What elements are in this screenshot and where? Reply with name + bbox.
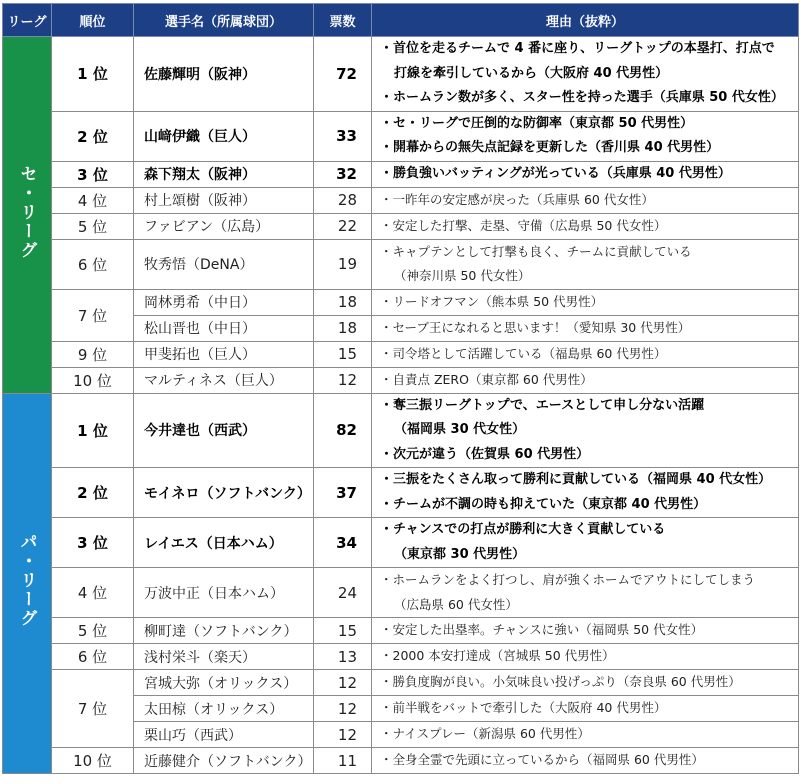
reason-line: ・ホームランをよく打つし、肩が強くホームでアウトにしてしまう (380, 572, 756, 587)
vote-count: 18 (314, 289, 372, 315)
rank-cell: 6 位 (52, 239, 134, 289)
table-row (3, 468, 799, 518)
reason-cell (372, 161, 799, 187)
vote-count: 32 (314, 161, 372, 187)
reason-cell (372, 213, 799, 239)
header-league: リーグ (3, 4, 52, 37)
vote-count: 24 (314, 568, 372, 618)
reason-line: ・勝負度胸が良い。小気味良い投げっぷり（奈良県 60 代男性） (380, 674, 741, 690)
table-row (3, 748, 799, 774)
rank-cell: 2 位 (52, 111, 134, 161)
vote-count: 82 (314, 393, 372, 468)
vote-count: 18 (314, 315, 372, 341)
table-row (3, 161, 799, 187)
reason-line: ・キャプテンとして打撃も良く、チームに貢献している (380, 243, 692, 259)
reason-cell (372, 468, 799, 518)
reason-line: ・司令塔として活躍している（福島県 60 代男性） (380, 345, 667, 361)
player-name: 牧秀悟（DeNA） (134, 239, 314, 289)
reason-cell (372, 644, 799, 670)
vote-count: 33 (314, 111, 372, 161)
reason-line: ・一昨年の安定感が戻った（兵庫県 60 代女性） (380, 191, 654, 207)
pacific-league-label (3, 393, 52, 774)
reason-line: 打線を牽引しているから（大阪府 40 代男性） (394, 65, 669, 81)
vote-count: 19 (314, 239, 372, 289)
vote-count: 12 (314, 696, 372, 722)
vote-count: 12 (314, 670, 372, 696)
reason-cell (372, 187, 799, 213)
reason-line: ・安定した出塁率。チャンスに強い（福岡県 50 代女性） (380, 622, 704, 638)
vote-count: 28 (314, 187, 372, 213)
rank-cell: 5 位 (52, 213, 134, 239)
rank-cell: 10 位 (52, 748, 134, 774)
table-row (3, 644, 799, 670)
reason-line: （福岡県 30 代女性） (394, 422, 526, 437)
reason-cell (372, 618, 799, 644)
reason-cell (372, 289, 799, 315)
player-name: 今井達也（西武） (134, 393, 314, 468)
central-league-label (3, 37, 52, 394)
player-name: モイネロ（ソフトバンク） (134, 468, 314, 518)
reason-cell (372, 748, 799, 774)
rank-cell: 1 位 (52, 37, 134, 112)
table-row (3, 213, 799, 239)
rank-cell: 6 位 (52, 644, 134, 670)
reason-cell (372, 341, 799, 367)
table-row (3, 37, 799, 112)
vote-count: 12 (314, 722, 372, 748)
reason-cell (372, 393, 799, 468)
table-row (3, 289, 799, 315)
player-name: 近藤健介（ソフトバンク） (134, 748, 314, 774)
reason-line: ・全身全霊で先頭に立っているから（福岡県 60 代男性） (380, 752, 704, 768)
vote-count: 72 (314, 37, 372, 112)
table-row (3, 518, 799, 568)
reason-line: ・リードオフマン（熊本県 50 代男性） (380, 293, 604, 309)
header-row (3, 4, 799, 37)
reason-line: ・セーブ王になれると思います！（愛知県 30 代男性） (380, 319, 691, 335)
player-name: 岡林勇希（中日） (134, 289, 314, 315)
player-name: 栗山巧（西武） (134, 722, 314, 748)
header-player: 選手名（所属球団） (134, 4, 314, 37)
table-row (3, 670, 799, 696)
reason-line: ・次元が違う（佐賀県 60 代男性） (380, 446, 590, 462)
vote-count: 12 (314, 367, 372, 393)
reason-cell (372, 367, 799, 393)
reason-line: ・ホームラン数が多く、スター性を持った選手（兵庫県 50 代女性） (380, 90, 784, 105)
player-name: 松山晋也（中日） (134, 315, 314, 341)
player-name: 柳町達（ソフトバンク） (134, 618, 314, 644)
player-name: 山﨑伊織（巨人） (134, 111, 314, 161)
reason-line: ・チームが不調の時も抑えていた（東京都 40 代男性） (380, 496, 707, 512)
reason-cell (372, 37, 799, 112)
player-name: 太田椋（オリックス） (134, 696, 314, 722)
reason-line: ・セ・リーグで圧倒的な防御率（東京都 50 代男性） (380, 115, 694, 131)
player-name: 万波中正（日本ハム） (134, 568, 314, 618)
reason-line: ・奪三振リーグトップで、エースとして申し分ない活躍 (380, 397, 705, 413)
reason-line: ・開幕からの無失点記録を更新した（香川県 40 代男性） (380, 140, 720, 155)
reason-cell (372, 239, 799, 289)
header-votes: 票数 (314, 4, 372, 37)
player-name: 宮城大弥（オリックス） (134, 670, 314, 696)
reason-line: ・勝負強いバッティングが光っている（兵庫県 40 代男性） (380, 165, 731, 181)
rank-cell: 3 位 (52, 518, 134, 568)
vote-count: 15 (314, 618, 372, 644)
table-row (3, 187, 799, 213)
rank-cell: 7 位 (52, 289, 134, 341)
reason-cell (372, 670, 799, 696)
player-name: 村上頌樹（阪神） (134, 187, 314, 213)
rank-cell: 4 位 (52, 568, 134, 618)
rank-cell: 5 位 (52, 618, 134, 644)
table-row (3, 568, 799, 618)
vote-count: 11 (314, 748, 372, 774)
vote-count: 37 (314, 468, 372, 518)
reason-line: ・自責点 ZERO（東京都 60 代男性） (380, 371, 593, 387)
reason-cell (372, 722, 799, 748)
league-name: セ・リーグ (16, 164, 37, 260)
reason-cell (372, 111, 799, 161)
table-row (3, 111, 799, 161)
reason-line: （広島県 60 代女性） (394, 596, 518, 612)
reason-cell (372, 696, 799, 722)
league-name: パ・リーグ (16, 533, 37, 629)
reason-cell (372, 315, 799, 341)
player-name: マルティネス（巨人） (134, 367, 314, 393)
reason-line: ・安定した打撃、走塁、守備（広島県 50 代女性） (380, 217, 667, 233)
vote-count: 34 (314, 518, 372, 568)
player-name: 甲斐拓也（巨人） (134, 341, 314, 367)
reason-line: ・首位を走るチームで 4 番に座り、リーグトップの本塁打、打点で (380, 41, 775, 56)
rank-cell: 3 位 (52, 161, 134, 187)
player-name: ファビアン（広島） (134, 213, 314, 239)
rank-cell: 10 位 (52, 367, 134, 393)
reason-line: （神奈川県 50 代女性） (394, 268, 531, 283)
table-row (3, 618, 799, 644)
reason-line: ・2000 本安打達成（宮城県 50 代男性） (380, 648, 615, 664)
player-name: レイエス（日本ハム） (134, 518, 314, 568)
rank-cell: 7 位 (52, 670, 134, 748)
rank-cell: 1 位 (52, 393, 134, 468)
player-name: 浅村栄斗（楽天） (134, 644, 314, 670)
vote-count: 22 (314, 213, 372, 239)
player-name: 佐藤輝明（阪神） (134, 37, 314, 112)
reason-line: （東京都 30 代男性） (394, 546, 526, 562)
vote-count: 15 (314, 341, 372, 367)
reason-line: ・ナイスプレー（新潟県 60 代男性） (380, 726, 590, 742)
reason-line: ・チャンスでの打点が勝利に大きく貢献している (380, 522, 666, 537)
table-row (3, 393, 799, 468)
rank-cell: 2 位 (52, 468, 134, 518)
reason-cell (372, 568, 799, 618)
player-name: 森下翔太（阪神） (134, 161, 314, 187)
reason-line: ・三振をたくさん取って勝利に貢献している（福岡県 40 代女性） (380, 472, 772, 487)
rank-cell: 4 位 (52, 187, 134, 213)
table-row (3, 367, 799, 393)
header-reason: 理由（抜粋） (372, 4, 799, 37)
reason-line: ・前半戦をバットで牽引した（大阪府 40 代男性） (380, 700, 667, 716)
ranking-table (2, 3, 799, 774)
header-rank: 順位 (52, 4, 134, 37)
reason-cell (372, 518, 799, 568)
vote-count: 13 (314, 644, 372, 670)
table-row (3, 341, 799, 367)
table-row (3, 239, 799, 289)
rank-cell: 9 位 (52, 341, 134, 367)
